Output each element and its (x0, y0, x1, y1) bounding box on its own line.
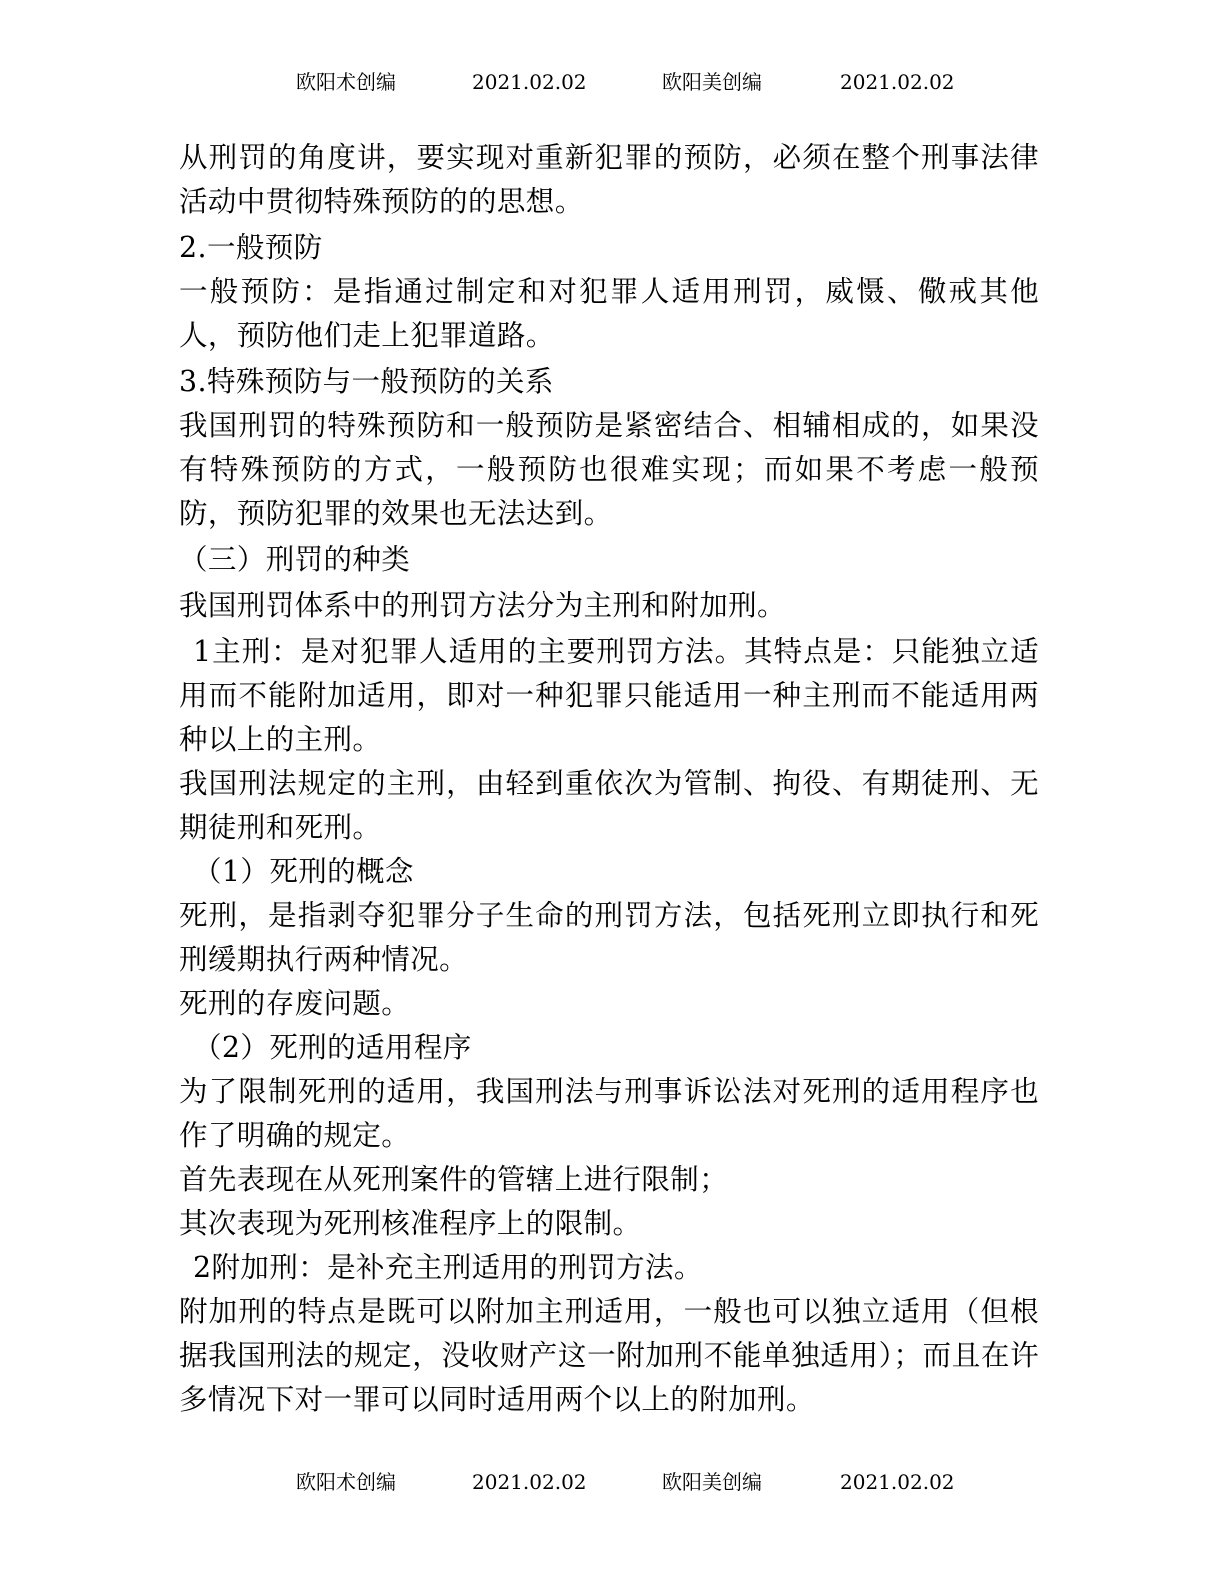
heading-death-penalty-concept: （1）死刑的概念 (193, 855, 414, 888)
header-author-1: 欧阳术创编 (296, 70, 396, 94)
footer-date-1: 2021.02.02 (472, 1470, 587, 1494)
header-author-2: 欧阳美创编 (662, 70, 762, 94)
heading-death-penalty-procedure: （2）死刑的适用程序 (193, 1031, 472, 1064)
heading-prevention-relationship: 3.特殊预防与一般预防的关系 (179, 365, 554, 398)
heading-penalty-types: （三）刑罚的种类 (179, 543, 411, 576)
paragraph-principal-penalty-list: 我国刑法规定的主刑，由轻到重依次为管制、拘役、有期徒刑、无期徒刑和死刑。 (179, 767, 1039, 844)
paragraph-death-penalty-abolition: 死刑的存废问题。 (179, 987, 411, 1020)
paragraph-special-prevention-conclusion: 从刑罚的角度讲，要实现对重新犯罪的预防，必须在整个刑事法律活动中贯彻特殊预防的的思想。 (179, 141, 1039, 218)
paragraph-prevention-relationship: 我国刑罚的特殊预防和一般预防是紧密结合、相辅相成的，如果没有特殊预防的方式，一般预防也很难实现；而如果不考虑一般预防，预防犯罪的效果也无法达到。 (179, 409, 1039, 530)
paragraph-penalty-system: 我国刑罚体系中的刑罚方法分为主刑和附加刑。 (179, 589, 786, 622)
page-header (0, 66, 1224, 98)
paragraph-principal-penalty: 1主刑：是对犯罪人适用的主要刑罚方法。其特点是：只能独立适用而不能附加适用，即对一种犯罪只能适用一种主刑而不能适用两种以上的主刑。 (179, 635, 1039, 756)
paragraph-approval-limit: 其次表现为死刑核准程序上的限制。 (179, 1207, 642, 1240)
document-body (179, 136, 1039, 1422)
paragraph-supplementary-penalty-features: 附加刑的特点是既可以附加主刑适用，一般也可以独立适用（但根据我国刑法的规定，没收财产这一附加刑不能单独适用）；而且在许多情况下对一罪可以同时适用两个以上的附加刑。 (179, 1295, 1039, 1416)
page-footer (0, 1466, 1224, 1498)
paragraph-death-penalty-definition: 死刑，是指剥夺犯罪分子生命的刑罚方法，包括死刑立即执行和死刑缓期执行两种情况。 (179, 899, 1039, 976)
paragraph-supplementary-penalty: 2附加刑：是补充主刑适用的刑罚方法。 (193, 1251, 703, 1284)
header-date-2: 2021.02.02 (840, 70, 955, 94)
paragraph-jurisdiction-limit: 首先表现在从死刑案件的管辖上进行限制； (179, 1163, 729, 1196)
paragraph-death-penalty-procedure: 为了限制死刑的适用，我国刑法与刑事诉讼法对死刑的适用程序也作了明确的规定。 (179, 1075, 1039, 1152)
footer-author-1: 欧阳术创编 (296, 1470, 396, 1494)
paragraph-general-prevention-definition: 一般预防：是指通过制定和对犯罪人适用刑罚，威慑、儆戒其他人，预防他们走上犯罪道路。 (179, 275, 1039, 352)
footer-author-2: 欧阳美创编 (662, 1470, 762, 1494)
header-date-1: 2021.02.02 (472, 70, 587, 94)
footer-date-2: 2021.02.02 (840, 1470, 955, 1494)
heading-general-prevention: 2.一般预防 (179, 231, 323, 264)
